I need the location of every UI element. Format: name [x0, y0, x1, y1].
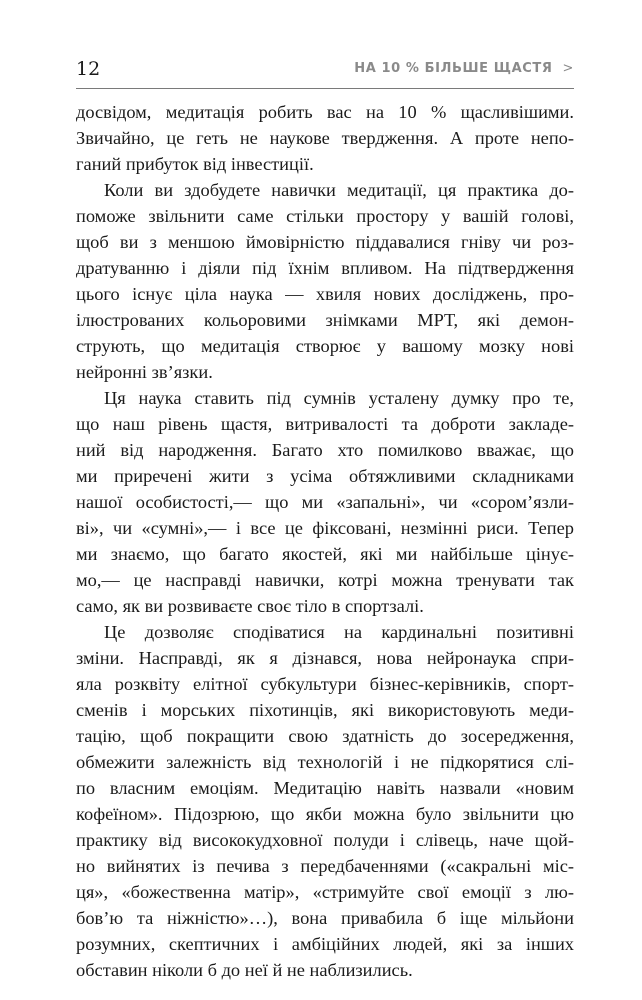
- text-line: тацію, щоб покращити свою здатність до зосередження,: [76, 726, 574, 746]
- text-line: цього існує ціла наука — хвиля нових досліджень, про-: [76, 284, 574, 304]
- text-line: ний від народження. Багато хто помилково вважає, що: [76, 440, 574, 460]
- text-line: дратуванню і діяли під їхнім впливом. На підтвердження: [76, 258, 574, 278]
- text-line: зміни. Насправді, як я дізнався, нова нейронаука спри-: [76, 648, 574, 668]
- text-line: бов’ю та ніжністю»…), вона привабила б іще мільйони: [76, 908, 574, 928]
- page-header: [76, 56, 574, 86]
- running-title: [354, 61, 574, 76]
- text-line: Коли ви здобудете навички медитації, ця практика до-: [104, 180, 574, 200]
- text-line: практику від висококудховної полуди і слівець, наче щой-: [76, 830, 574, 850]
- text-line: ілюстрованих кольоровими знімками МРТ, які демон-: [76, 310, 574, 330]
- text-line: Звичайно, це геть не наукове твердження. А проте непо-: [76, 128, 574, 148]
- text-line: мо,— це насправді навички, котрі можна тренувати так: [76, 570, 574, 590]
- text-line: ми знаємо, що багато якостей, які ми найбільше цінує-: [76, 544, 574, 564]
- text-line: но вийнятих із печива з передбаченнями («сакральні міс-: [76, 856, 574, 876]
- text-line: ганий прибуток від інвестиції.: [76, 154, 314, 174]
- header-rule: [76, 88, 574, 89]
- text-line: яла розквіту елітної субкультури бізнес-керівників, спорт-: [76, 674, 574, 694]
- body-text: [76, 99, 574, 983]
- text-line: обмежити залежність від технологій і не підкорятися слі-: [76, 752, 574, 772]
- text-line: розумних, скептичних і амбіційних людей, які за інших: [76, 934, 574, 954]
- text-line: ми приречені жити з усіма обтяжливими складниками: [76, 466, 574, 486]
- text-line: ця», «божественна матір», «стримуйте свої емоції з лю-: [76, 882, 574, 902]
- text-line: обставин ніколи б до неї й не наблизились.: [76, 960, 413, 980]
- text-line: Це дозволяє сподіватися на кардинальні позитивні: [104, 622, 574, 642]
- text-line: досвідом, медитація робить вас на 10 % щасливішими.: [76, 102, 574, 122]
- text-line: Ця наука ставить під сумнів усталену думку про те,: [104, 388, 574, 408]
- text-line: кофеїном». Підозрюю, що якби можна було звільнити цю: [76, 804, 574, 824]
- text-line: поможе звільнити саме стільки простору у вашій голові,: [76, 206, 574, 226]
- text-line: нашої особистості,— що ми «запальні», чи «сором’язли-: [76, 492, 574, 512]
- page-number: 12: [76, 58, 101, 80]
- text-line: струють, що медитація створює у вашому мозку нові: [76, 336, 574, 356]
- text-line: що наш рівень щастя, витривалості та доброти закладе-: [76, 414, 574, 434]
- text-line: нейронні зв’язки.: [76, 362, 213, 382]
- text-line: само, як ви розвиваєте своє тіло в спортзалі.: [76, 596, 424, 616]
- text-line: по власним емоціям. Медитацію навіть назвали «новим: [76, 778, 574, 798]
- chevron-right-icon: >: [562, 61, 574, 76]
- text-line: сменів і морських піхотинців, які використовують меди-: [76, 700, 574, 720]
- running-title-text: НА 10 % БІЛЬШЕ ЩАСТЯ: [354, 61, 553, 76]
- text-line: ві», чи «сумні»,— і все це фіксовані, незмінні риси. Тепер: [76, 518, 574, 538]
- text-line: щоб ви з меншою ймовірністю піддавалися гніву чи роз-: [76, 232, 574, 252]
